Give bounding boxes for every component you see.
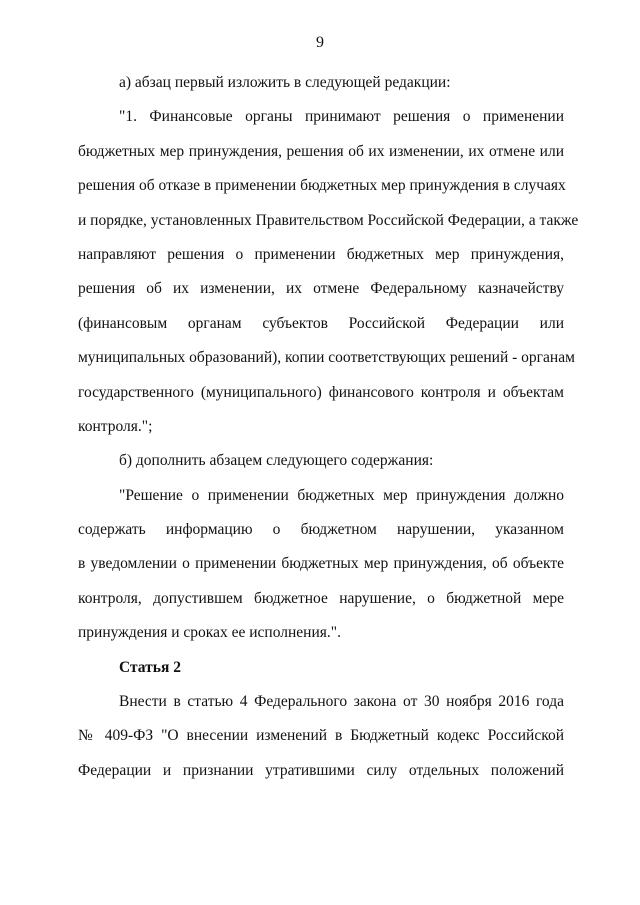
paragraph-item-a: а) абзац первый изложить в следующей редакции: <box>119 74 451 91</box>
quote-line: контроля, допустившем бюджетное нарушение, о бюджетной мере <box>78 589 564 607</box>
quote-line: направляют решения о применении бюджетных мер принуждения, <box>78 245 564 263</box>
article-line: Федерации и признании утратившими силу отдельных положений <box>78 761 564 779</box>
quote-line: "1. Финансовые органы принимают решения о применении <box>119 108 564 126</box>
quote-line: государственного (муниципального) финансового контроля и объектам <box>78 383 564 401</box>
quote-line: бюджетных мер принуждения, решения об их изменении, их отмене или <box>78 142 564 160</box>
quote-line: содержать информацию о бюджетном нарушении, указанном <box>78 521 564 539</box>
quote-line: муниципальных образований), копии соответствующих решений - органам <box>78 349 575 367</box>
article-heading: Статья 2 <box>119 658 181 676</box>
quote-line: решения об отказе в применении бюджетных мер принуждения в случаях <box>78 177 566 195</box>
quote-line: "Решение о применении бюджетных мер принуждения должно <box>119 486 564 504</box>
quote-line: контроля."; <box>78 417 153 435</box>
document-body <box>78 66 579 788</box>
article-line: № 409-ФЗ "О внесении изменений в Бюджетный кодекс Российской <box>78 727 564 745</box>
page-number: 9 <box>316 34 324 51</box>
quote-line: принуждения и сроках ее исполнения.". <box>78 624 341 642</box>
quote-line: и порядке, установленных Правительством Российской Федерации, а также <box>78 211 579 229</box>
quote-line: (финансовым органам субъектов Российской Федерации или <box>78 314 564 332</box>
quote-line: решения об их изменении, их отмене Федеральному казначейству <box>78 280 564 298</box>
paragraph-item-b: б) дополнить абзацем следующего содержания: <box>119 452 434 470</box>
quote-line: в уведомлении о применении бюджетных мер принуждения, об объекте <box>78 555 564 573</box>
article-line: Внести в статью 4 Федерального закона от 30 ноября 2016 года <box>119 693 564 711</box>
